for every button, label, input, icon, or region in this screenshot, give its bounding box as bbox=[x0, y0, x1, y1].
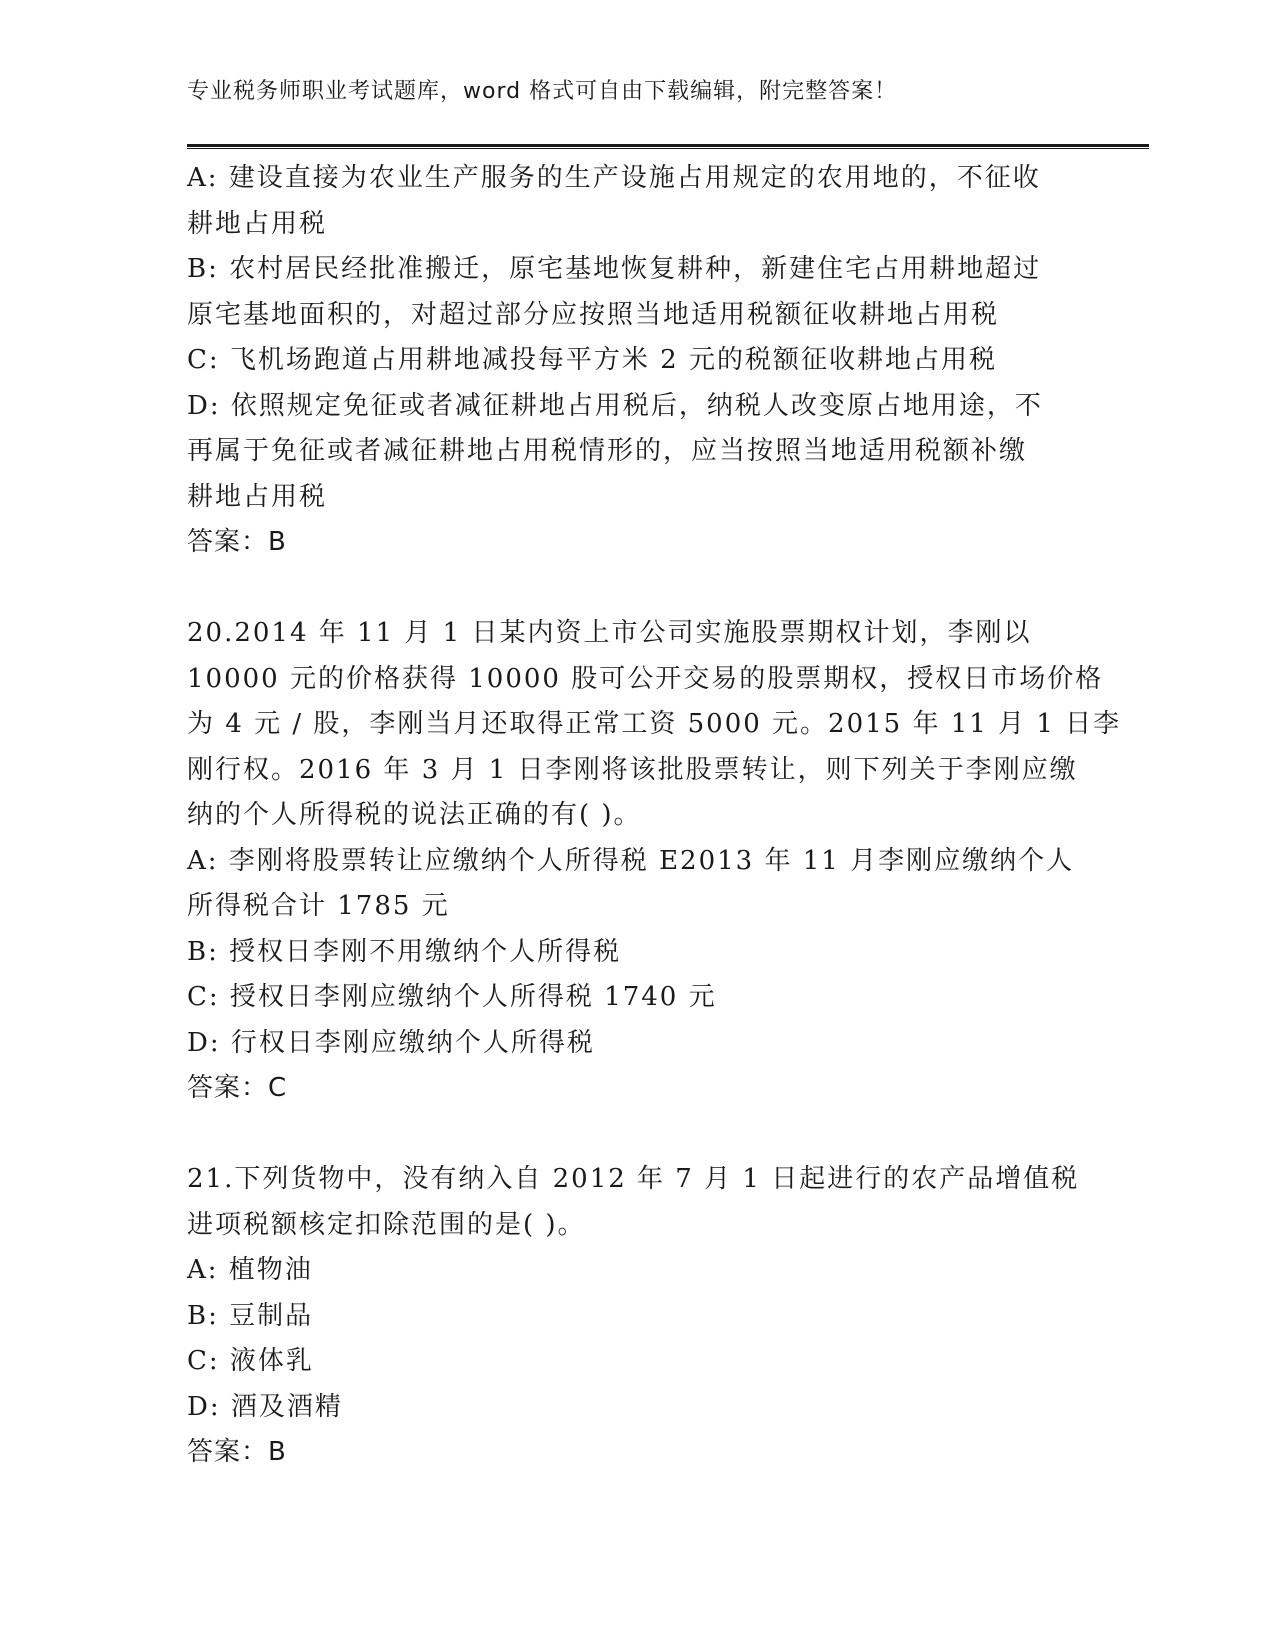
text-line: C: 授权日李刚应缴纳个人所得税 1740 元 bbox=[187, 982, 717, 1012]
text-line: B: 农村居民经批准搬迁，原宅基地恢复耕种，新建住宅占用耕地超过 bbox=[187, 254, 1042, 284]
answer-line: 答案：B bbox=[187, 527, 287, 557]
text-line: 原宅基地面积的，对超过部分应按照当地适用税额征收耕地占用税 bbox=[187, 299, 1000, 330]
text-line: D: 酒及酒精 bbox=[187, 1391, 343, 1422]
header-divider bbox=[187, 144, 1149, 149]
text-line: 再属于免征或者减征耕地占用税情形的，应当按照当地适用税额补缴 bbox=[187, 436, 1028, 466]
page-header: 专业税务师职业考试题库，word 格式可自由下载编辑，附完整答案！ bbox=[187, 79, 898, 104]
text-line: 10000 元的价格获得 10000 股可公开交易的股票期权，授权日市场价格 bbox=[187, 663, 1104, 694]
paragraph-gap bbox=[187, 1112, 1087, 1158]
document-body bbox=[187, 156, 1122, 1476]
text-line: C: 液体乳 bbox=[187, 1346, 314, 1376]
text-line: C: 飞机场跑道占用耕地减投每平方米 2 元的税额征收耕地占用税 bbox=[187, 345, 997, 375]
text-line: B: 豆制品 bbox=[187, 1300, 314, 1331]
text-line: 纳的个人所得税的说法正确的有( )。 bbox=[187, 800, 642, 830]
text-line: 21.下列货物中，没有纳入自 2012 年 7 月 1 日起进行的农产品增值税 bbox=[187, 1164, 1080, 1194]
text-line: A: 李刚将股票转让应缴纳个人所得税 E2013 年 11 月李刚应缴纳个人 bbox=[187, 845, 1075, 876]
answer-line: 答案：B bbox=[187, 1437, 287, 1467]
text-line: 为 4 元 / 股，李刚当月还取得正常工资 5000 元。2015 年 11 月 1 日李 bbox=[187, 709, 1122, 739]
answer-line: 答案：C bbox=[187, 1073, 288, 1103]
text-line: D: 行权日李刚应缴纳个人所得税 bbox=[187, 1027, 595, 1058]
text-line: A: 植物油 bbox=[187, 1255, 313, 1285]
text-line: 进项税额核定扣除范围的是( )。 bbox=[187, 1209, 586, 1240]
text-line: B: 授权日李刚不用缴纳个人所得税 bbox=[187, 936, 622, 967]
text-line: D: 依照规定免征或者减征耕地占用税后，纳税人改变原占地用途，不 bbox=[187, 390, 1043, 421]
paragraph-gap bbox=[187, 566, 1087, 612]
text-line: 所得税合计 1785 元 bbox=[187, 891, 450, 921]
text-line: 耕地占用税 bbox=[187, 208, 328, 239]
text-line: A: 建设直接为农业生产服务的生产设施占用规定的农用地的，不征收 bbox=[187, 163, 1041, 193]
text-line: 耕地占用税 bbox=[187, 481, 328, 512]
text-line: 20.2014 年 11 月 1 日某内资上市公司实施股票期权计划，李刚以 bbox=[187, 618, 1032, 648]
text-line: 刚行权。2016 年 3 月 1 日李刚将该批股票转让，则下列关于李刚应缴 bbox=[187, 754, 1078, 785]
